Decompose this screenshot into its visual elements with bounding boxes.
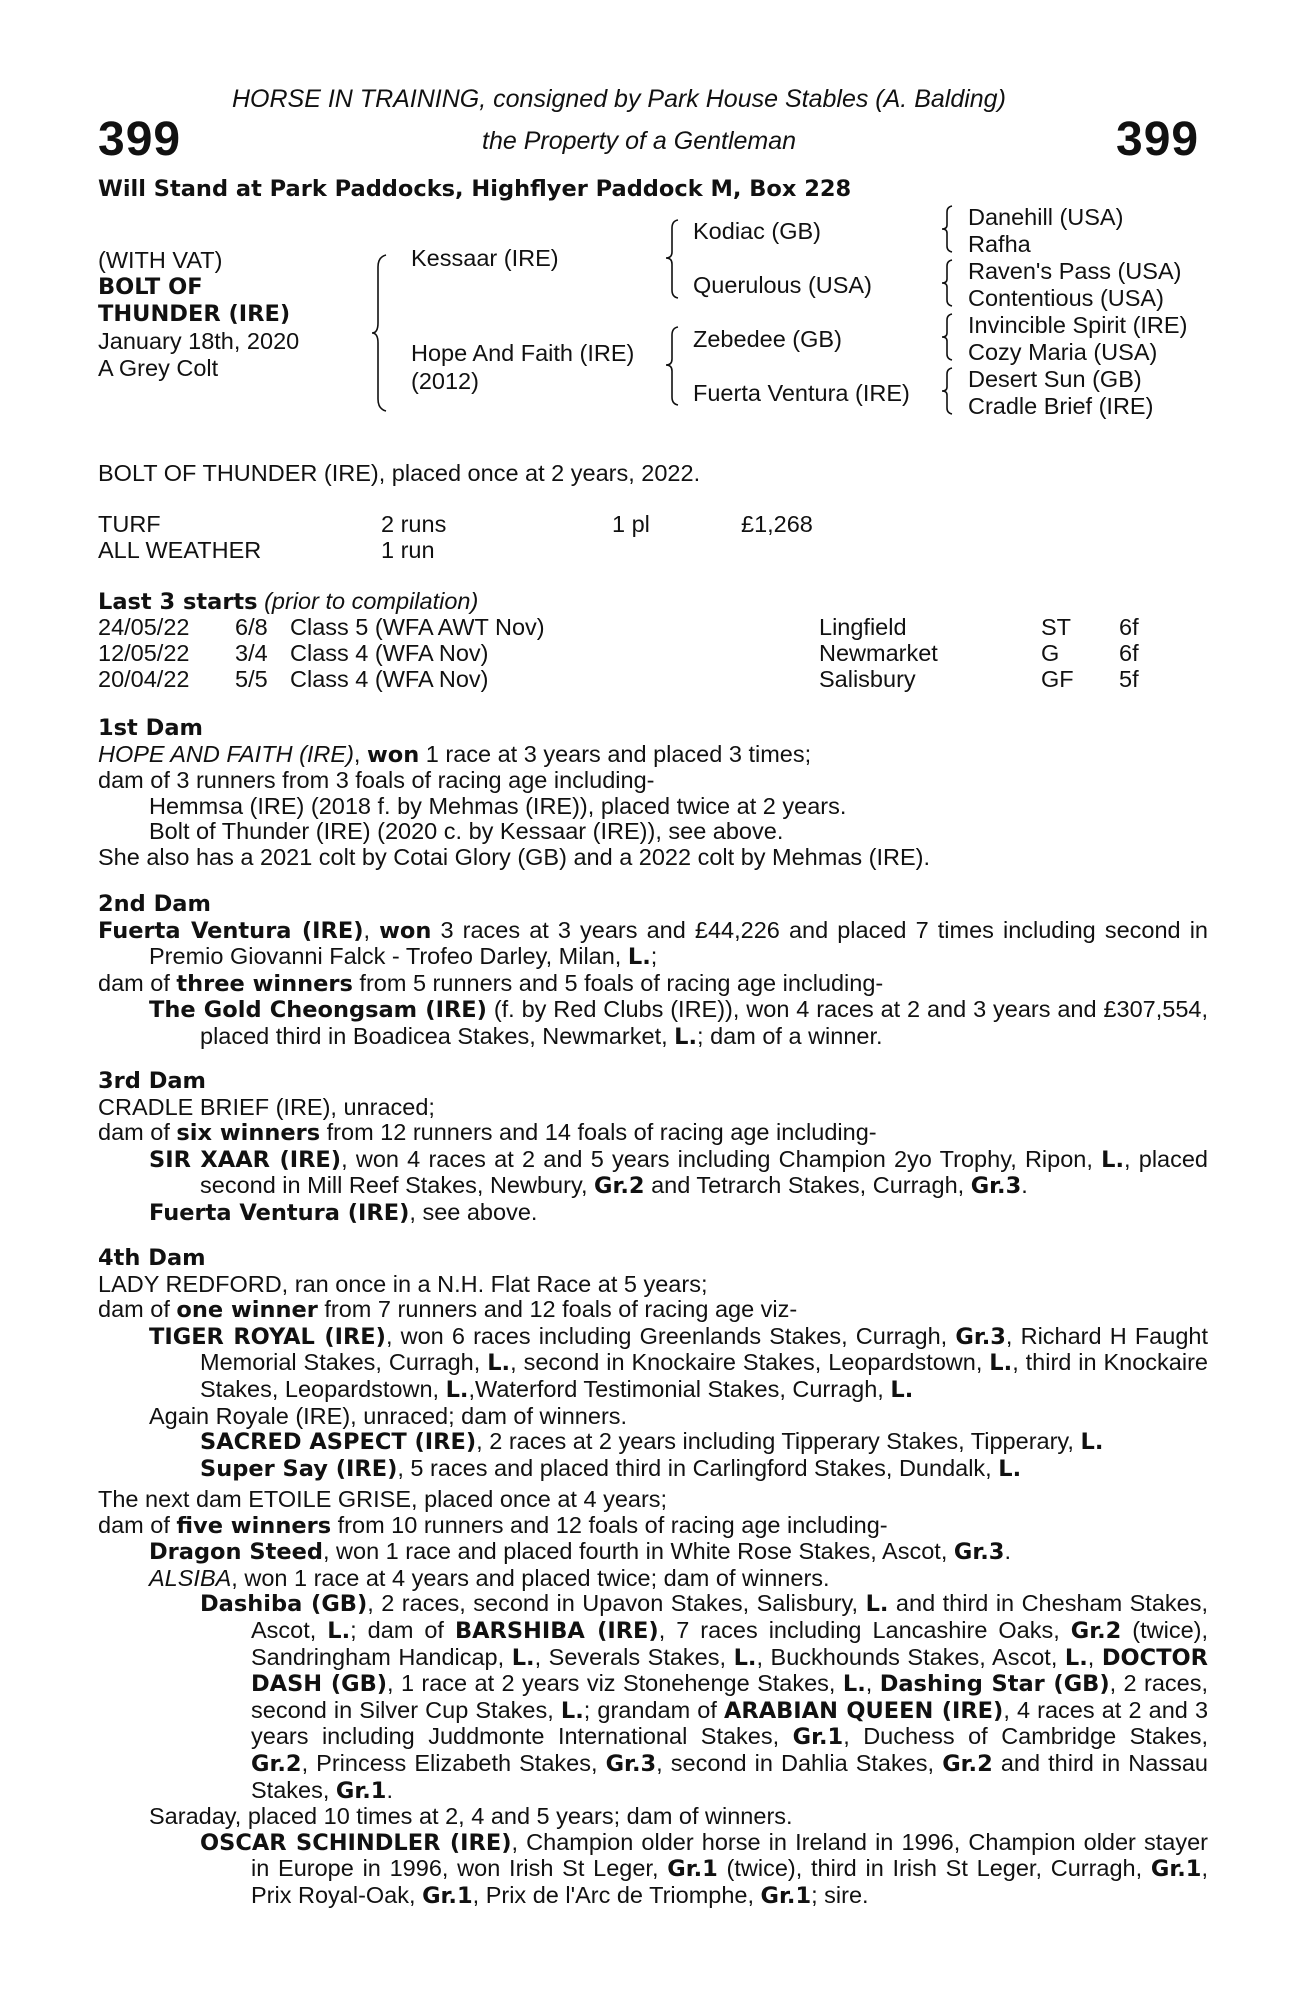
lot-number-right: 399 (1116, 113, 1200, 166)
horse-name-line1: BOLT OF (98, 274, 203, 300)
pedigree-ddd: Cradle Brief (IRE) (968, 393, 1154, 419)
record-runs: 2 runs (381, 511, 447, 537)
property-line: the Property of a Gentleman (482, 127, 797, 155)
third-dam-heading: 3rd Dam (98, 1068, 206, 1094)
pedigree-dam-sire: Zebedee (GB) (693, 326, 842, 352)
race-summary: BOLT OF THUNDER (IRE), placed once at 2 years, 2022. (98, 460, 701, 486)
horse-name-line2: THUNDER (IRE) (98, 301, 291, 327)
record-surface: ALL WEATHER (98, 537, 262, 563)
bracket-dam (664, 325, 682, 407)
bracket-ss (940, 204, 956, 256)
first-dam-heading: 1st Dam (98, 715, 203, 741)
pedigree-dsd: Cozy Maria (USA) (968, 339, 1158, 365)
bracket-sire (664, 218, 682, 300)
horse-description: A Grey Colt (98, 355, 219, 381)
lot-number-left: 399 (98, 113, 182, 166)
pedigree-sss: Danehill (USA) (968, 204, 1124, 230)
vat-label: (WITH VAT) (98, 247, 223, 273)
last-starts-heading: Last 3 starts (prior to compilation) (98, 588, 479, 615)
record-placed: 1 pl (612, 511, 650, 537)
pedigree-dam-year: (2012) (411, 368, 479, 394)
pedigree-sds: Raven's Pass (USA) (968, 258, 1182, 284)
record-runs: 1 run (381, 537, 435, 563)
first-dam-section: 1st Dam HOPE AND FAITH (IRE), won 1 race at 3 years and placed 3 times; dam of 3 runners from 3 foals of racing age including- Hemmsa (IRE) (2018 f. by Mehmas (IRE)), placed twice at 2 years. Bolt of Thunder (IRE) (2020 c. by Kessaar (IRE)), see above. She also has a 2021 colt by Cotai Glory (GB) and a 2022 colt by Mehmas (IRE). (98, 716, 1208, 871)
bracket-sd (940, 258, 956, 310)
horse-dob: January 18th, 2020 (98, 328, 300, 354)
fourth-dam-heading: 4th Dam (98, 1245, 206, 1271)
stand-location: Will Stand at Park Paddocks, Highflyer Paddock M, Box 228 (98, 176, 852, 202)
third-dam-section: 3rd Dam CRADLE BRIEF (IRE), unraced; dam of six winners from 12 runners and 14 foals of racing age including- SIR XAAR (IRE), won 4 races at 2 and 5 years including Champion 2yo Trophy, Ripon, L., placed second in Mill Reef Stakes, Newbury, Gr.2 and Tetrarch Stakes, Curragh, Gr.3. Fuerta Ventura (IRE), see above. (98, 1068, 1208, 1226)
bracket-dd (940, 366, 956, 418)
pedigree-sdd: Contentious (USA) (968, 285, 1164, 311)
second-dam-section: 2nd Dam Fuerta Ventura (IRE), won 3 races at 3 years and £44,226 and placed 7 times including second in Premio Giovanni Falck - Trofeo Darley, Milan, L.; dam of three winners from 5 runners and 5 foals of racing age including- The Gold Cheongsam (IRE) (f. by Red Clubs (IRE)), won 4 races at 2 and 3 years and £307,554, placed third in Boadicea Stakes, Newmarket, L.; dam of a winner. (98, 891, 1208, 1050)
pedigree-sire: Kessaar (IRE) (411, 245, 559, 271)
pedigree-dss: Invincible Spirit (IRE) (968, 312, 1188, 338)
record-earnings: £1,268 (741, 511, 813, 537)
record-surface: TURF (98, 511, 161, 537)
pedigree-sire-dam: Querulous (USA) (693, 272, 872, 298)
bracket-gen1 (370, 253, 390, 413)
pedigree-dam-dam: Fuerta Ventura (IRE) (693, 380, 910, 406)
pedigree-sire-sire: Kodiac (GB) (693, 218, 821, 244)
bracket-ds (940, 312, 956, 364)
second-dam-heading: 2nd Dam (98, 891, 211, 917)
consignor-line: HORSE IN TRAINING, consigned by Park House Stables (A. Balding) (232, 85, 1006, 113)
fourth-dam-section: 4th Dam LADY REDFORD, ran once in a N.H. Flat Race at 5 years; dam of one winner from 7 runners and 12 foals of racing age viz- TIGER ROYAL (IRE), won 6 races including Greenlands Stakes, Curragh, Gr.3, Richard H Faught Memorial Stakes, Curragh, L., second in Knockaire Stakes, Leopardstown, L., third in Knockaire Stakes, Leopardstown, L.,Waterford Testimonial Stakes, Curragh, L. Again Royale (IRE), unraced; dam of winners. SACRED ASPECT (IRE), 2 races at 2 years including Tipperary Stakes, Tipperary, L. Super Say (IRE), 5 races and placed third in Carlingford Stakes, Dundalk, L. (98, 1245, 1208, 1482)
pedigree-dam: Hope And Faith (IRE) (411, 340, 635, 366)
pedigree-ssd: Rafha (968, 231, 1031, 257)
next-dam-section: The next dam ETOILE GRISE, placed once at 4 years; dam of five winners from 10 runners and 12 foals of racing age including- Dragon Steed, won 1 race and placed fourth in White Rose Stakes, Ascot, Gr.3. ALSIBA, won 1 race at 4 years and placed twice; dam of winners. Dashiba (GB), 2 races, second in Upavon Stakes, Salisbury, L. and third in Chesham Stakes, Ascot, L.; dam of BARSHIBA (IRE), 7 races including Lancashire Oaks, Gr.2 (twice), Sandringham Handicap, L., Severals Stakes, L., Buckhounds Stakes, Ascot, L., DOCTOR DASH (GB), 1 race at 2 years viz Stonehenge Stakes, L., Dashing Star (GB), 2 races, second in Silver Cup Stakes, L.; grandam of ARABIAN QUEEN (IRE), 4 races at 2 and 3 years including Juddmonte International Stakes, Gr.1, Duchess of Cambridge Stakes, Gr.2, Princess Elizabeth Stakes, Gr.3, second in Dahlia Stakes, Gr.2 and third in Nassau Stakes, Gr.1. Saraday, placed 10 times at 2, 4 and 5 years; dam of winners. OSCAR SCHINDLER (IRE), Champion older horse in Ireland in 1996, Champion older stayer in Europe in 1996, won Irish St Leger, Gr.1 (twice), third in Irish St Leger, Curragh, Gr.1, Prix Royal-Oak, Gr.1, Prix de l'Arc de Triomphe, Gr.1; sire. (98, 1486, 1209, 1909)
pedigree-dds: Desert Sun (GB) (968, 366, 1142, 392)
